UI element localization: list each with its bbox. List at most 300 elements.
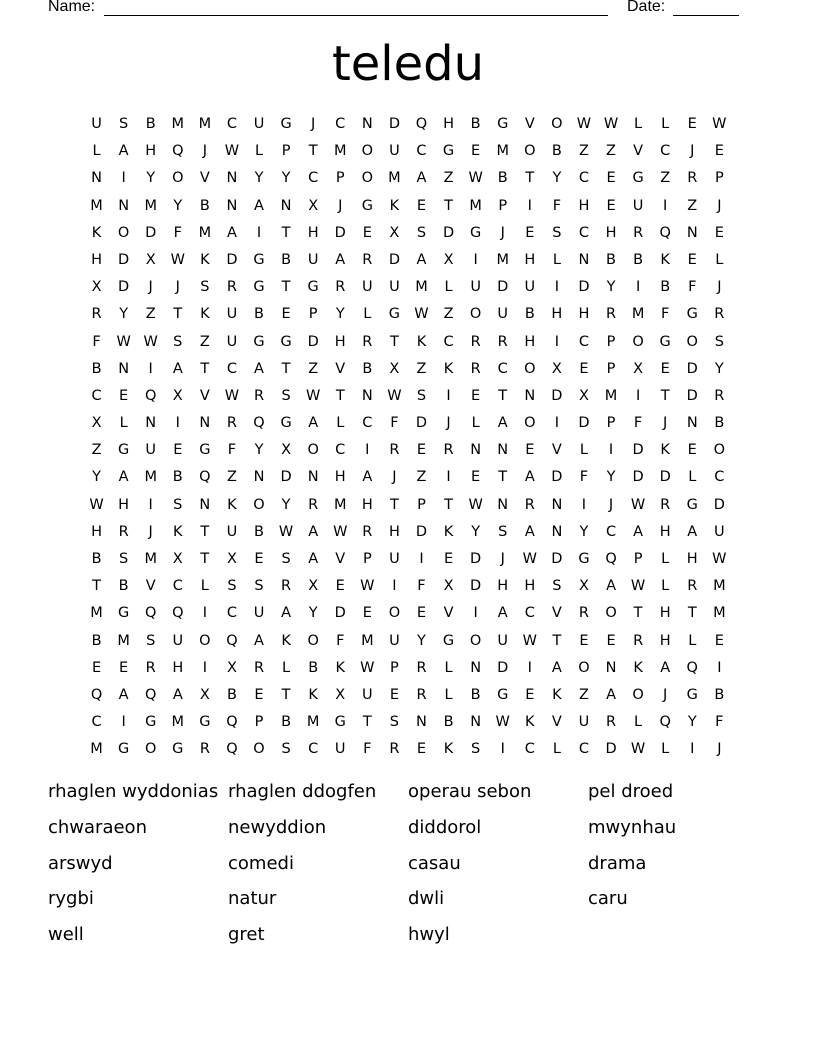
grid-letter: U — [632, 197, 644, 214]
grid-letter: Q — [90, 686, 103, 703]
grid-letter: F — [363, 741, 372, 758]
grid-letter: O — [524, 143, 536, 160]
grid-letter: D — [551, 387, 563, 404]
grid-letter: H — [443, 116, 454, 132]
grid-letter: P — [308, 306, 318, 323]
grid-letter: T — [389, 333, 399, 350]
date-blank-line — [673, 15, 739, 16]
grid-letter: R — [362, 523, 373, 540]
grid-letter: X — [551, 360, 562, 377]
grid-letter: Q — [172, 605, 184, 622]
grid-letter: K — [200, 306, 210, 323]
grid-letter: D — [334, 224, 346, 241]
grid-letter: B — [633, 251, 644, 268]
grid-letter: B — [497, 170, 508, 187]
grid-letter: K — [227, 496, 237, 513]
grid-letter: C — [91, 387, 102, 404]
grid-letter: U — [334, 741, 346, 758]
grid-letter: M — [713, 578, 726, 595]
grid-letter: B — [254, 306, 264, 323]
grid-letter: B — [281, 714, 292, 731]
grid-letter: Y — [552, 170, 562, 187]
grid-letter: N — [686, 415, 698, 432]
grid-letter: T — [200, 551, 210, 567]
grid-letter: D — [497, 279, 509, 296]
grid-letter: X — [308, 197, 319, 214]
grid-letter: R — [416, 686, 427, 703]
grid-letter: J — [717, 197, 722, 214]
grid-letter: I — [202, 659, 207, 676]
grid-letter: A — [687, 523, 698, 540]
grid-letter: S — [173, 333, 183, 350]
grid-letter: D — [659, 469, 671, 486]
grid-letter: H — [605, 224, 617, 241]
grid-row — [83, 193, 733, 220]
grid-letter: W — [576, 116, 592, 132]
grid-letter: R — [605, 714, 617, 731]
grid-letter: A — [416, 251, 427, 268]
grid-letter: S — [146, 632, 156, 649]
grid-letter: K — [443, 523, 454, 540]
grid-letter: N — [361, 387, 373, 404]
grid-letter: E — [254, 551, 264, 567]
grid-letter: R — [226, 415, 237, 432]
grid-letter: G — [686, 306, 698, 323]
grid-letter: G — [117, 442, 130, 459]
grid-letter: I — [635, 279, 641, 296]
grid-letter: L — [336, 415, 345, 432]
grid-letter: Z — [416, 469, 427, 486]
grid-letter: G — [253, 251, 265, 268]
word-list-item: well — [48, 924, 84, 946]
grid-letter: I — [554, 415, 559, 432]
grid-letter: U — [497, 306, 509, 323]
grid-letter: S — [254, 578, 264, 595]
grid-letter: U — [389, 632, 400, 649]
grid-letter: J — [500, 551, 505, 567]
grid-letter: B — [118, 578, 129, 595]
grid-letter: B — [362, 360, 373, 377]
grid-letter: K — [389, 197, 400, 214]
grid-letter: L — [715, 251, 724, 268]
grid-letter: Y — [281, 496, 291, 513]
grid-letter: D — [415, 415, 428, 432]
grid-letter: G — [280, 333, 292, 350]
letter-grid — [83, 111, 733, 764]
grid-letter: W — [414, 306, 429, 323]
grid-letter: A — [497, 605, 508, 622]
grid-letter: T — [444, 496, 453, 513]
grid-letter: Z — [91, 442, 102, 459]
grid-letter: U — [362, 279, 373, 296]
grid-letter: D — [686, 360, 698, 377]
grid-letter: H — [91, 251, 102, 268]
grid-letter: D — [713, 496, 725, 513]
grid-letter: V — [145, 578, 156, 595]
grid-letter: S — [281, 387, 291, 404]
grid-letter: F — [633, 415, 643, 432]
grid-letter: X — [633, 360, 644, 377]
grid-letter: T — [281, 224, 291, 241]
grid-letter: P — [362, 551, 372, 567]
grid-letter: E — [687, 251, 697, 268]
grid-letter: B — [551, 143, 562, 160]
grid-letter: O — [632, 686, 644, 703]
grid-letter: A — [226, 224, 237, 241]
grid-letter: G — [659, 333, 671, 350]
grid-letter: E — [525, 224, 535, 241]
grid-letter: V — [199, 387, 210, 404]
grid-letter: N — [578, 251, 590, 268]
grid-letter: T — [498, 387, 508, 404]
grid-letter: H — [388, 523, 400, 540]
grid-letter: G — [497, 686, 509, 703]
grid-letter: H — [524, 333, 536, 350]
grid-letter: R — [660, 496, 671, 513]
grid-letter: T — [362, 714, 372, 731]
grid-letter: R — [253, 659, 265, 676]
grid-letter: T — [660, 387, 670, 404]
grid-row — [83, 410, 733, 437]
grid-letter: W — [712, 551, 727, 567]
grid-letter: J — [500, 224, 505, 241]
grid-letter: V — [335, 360, 346, 377]
grid-letter: X — [91, 415, 102, 432]
grid-letter: K — [335, 659, 345, 676]
grid-letter: H — [578, 306, 590, 323]
grid-letter: W — [522, 551, 537, 567]
grid-letter: P — [254, 714, 264, 731]
grid-letter: R — [91, 306, 102, 323]
grid-letter: E — [687, 116, 697, 132]
grid-letter: W — [495, 714, 510, 731]
grid-letter: O — [605, 605, 617, 622]
grid-row — [83, 546, 733, 573]
grid-letter: T — [200, 360, 210, 377]
grid-row — [83, 655, 733, 682]
grid-letter: D — [605, 741, 617, 758]
grid-letter: W — [116, 333, 131, 350]
grid-letter: Z — [199, 333, 210, 350]
grid-row — [83, 437, 733, 464]
grid-letter: M — [415, 279, 428, 296]
grid-letter: Q — [659, 224, 671, 241]
grid-letter: X — [226, 551, 237, 567]
grid-letter: F — [688, 279, 697, 296]
puzzle-title: teledu — [331, 36, 485, 92]
grid-letter: T — [633, 605, 643, 622]
grid-letter: A — [606, 578, 616, 595]
word-list-item: rhaglen ddogfen — [228, 781, 377, 802]
grid-letter: C — [335, 442, 346, 459]
grid-letter: O — [199, 632, 211, 649]
grid-letter: G — [578, 551, 590, 567]
grid-letter: B — [606, 251, 616, 268]
grid-letter: N — [470, 659, 482, 676]
grid-letter: R — [524, 496, 535, 513]
grid-letter: I — [527, 197, 532, 214]
grid-letter: F — [552, 197, 562, 214]
grid-letter: J — [338, 197, 343, 214]
grid-letter: N — [416, 714, 427, 731]
grid-letter: F — [579, 469, 589, 486]
grid-letter: G — [199, 714, 211, 731]
grid-letter: R — [687, 170, 698, 187]
grid-letter: N — [280, 197, 292, 214]
grid-letter: W — [630, 496, 646, 513]
grid-letter: N — [199, 496, 211, 513]
grid-letter: I — [256, 224, 262, 241]
grid-letter: H — [524, 251, 536, 268]
grid-letter: S — [119, 116, 129, 132]
grid-letter: I — [635, 387, 641, 404]
grid-letter: J — [446, 415, 451, 432]
grid-letter: G — [253, 333, 265, 350]
grid-row — [83, 573, 733, 600]
grid-letter: B — [199, 197, 210, 214]
grid-letter: Z — [308, 360, 319, 377]
grid-letter: W — [630, 578, 646, 595]
grid-letter: R — [226, 279, 237, 296]
grid-letter: M — [469, 197, 482, 214]
grid-letter: G — [117, 741, 130, 758]
grid-letter: N — [551, 496, 563, 513]
name-blank-line — [104, 15, 608, 16]
grid-letter: N — [118, 197, 130, 214]
grid-letter: G — [117, 605, 130, 622]
grid-letter: X — [172, 387, 183, 404]
grid-letter: Y — [146, 170, 156, 187]
grid-letter: L — [254, 143, 264, 160]
grid-letter: C — [578, 224, 589, 241]
grid-letter: I — [473, 605, 478, 622]
grid-row — [83, 329, 733, 356]
grid-letter: B — [470, 116, 481, 132]
grid-letter: M — [198, 224, 212, 241]
word-list-item: rygbi — [48, 888, 94, 910]
word-list-item: gret — [228, 924, 265, 946]
word-list-item: natur — [228, 888, 277, 910]
grid-letter: D — [632, 442, 644, 459]
grid-letter: C — [714, 469, 725, 486]
grid-letter: M — [388, 170, 401, 187]
grid-letter: J — [717, 279, 722, 296]
grid-letter: W — [278, 523, 294, 540]
grid-letter: H — [524, 578, 536, 595]
grid-letter: M — [171, 116, 185, 132]
grid-letter: R — [443, 442, 454, 459]
grid-letter: E — [335, 578, 345, 595]
grid-letter: R — [470, 333, 481, 350]
grid-letter: R — [633, 224, 644, 241]
grid-letter: R — [416, 659, 427, 676]
grid-letter: O — [713, 442, 726, 459]
grid-letter: A — [308, 551, 319, 567]
grid-letter: O — [117, 224, 130, 241]
grid-letter: M — [496, 143, 509, 160]
grid-letter: L — [552, 741, 561, 758]
grid-letter: D — [551, 551, 563, 567]
grid-letter: O — [469, 306, 482, 323]
grid-letter: M — [90, 605, 103, 622]
grid-letter: U — [524, 279, 536, 296]
grid-letter: P — [417, 496, 426, 513]
grid-letter: S — [552, 224, 562, 241]
grid-letter: O — [307, 442, 319, 459]
grid-letter: O — [469, 632, 482, 649]
grid-letter: B — [91, 551, 102, 567]
grid-letter: E — [606, 632, 616, 649]
grid-letter: D — [442, 224, 455, 241]
grid-letter: A — [362, 469, 373, 486]
grid-letter: C — [524, 605, 535, 622]
grid-row — [83, 165, 733, 192]
grid-letter: G — [172, 741, 184, 758]
grid-letter: F — [336, 632, 345, 649]
grid-letter: A — [118, 686, 129, 703]
grid-letter: A — [172, 686, 183, 703]
grid-letter: G — [632, 170, 644, 187]
word-list-item: casau — [408, 852, 461, 874]
grid-letter: W — [224, 143, 240, 160]
grid-letter: X — [389, 360, 400, 377]
grid-letter: R — [470, 360, 481, 377]
grid-letter: L — [444, 659, 453, 676]
grid-letter: E — [471, 469, 481, 486]
grid-letter: T — [173, 306, 183, 323]
grid-letter: W — [360, 659, 375, 676]
grid-letter: K — [660, 251, 670, 268]
grid-letter: L — [444, 279, 453, 296]
grid-letter: L — [92, 143, 101, 160]
grid-letter: Y — [606, 279, 616, 296]
grid-letter: O — [361, 143, 374, 160]
grid-letter: D — [632, 469, 644, 486]
grid-letter: E — [119, 659, 129, 676]
grid-letter: K — [200, 251, 210, 268]
grid-letter: F — [173, 224, 182, 241]
grid-letter: J — [148, 523, 153, 540]
grid-letter: V — [335, 551, 346, 567]
grid-letter: G — [280, 415, 292, 432]
grid-letter: H — [686, 551, 698, 567]
grid-letter: U — [362, 686, 373, 703]
grid-letter: P — [633, 551, 643, 567]
grid-row — [83, 600, 733, 627]
grid-letter: B — [660, 279, 671, 296]
grid-letter: S — [714, 333, 724, 350]
grid-letter: W — [468, 496, 483, 513]
grid-letter: L — [634, 714, 643, 731]
word-list-item: arswyd — [48, 852, 113, 874]
grid-letter: D — [470, 578, 482, 595]
grid-letter: B — [714, 686, 725, 703]
grid-letter: H — [172, 659, 184, 676]
grid-letter: C — [497, 360, 508, 377]
grid-letter: H — [578, 197, 590, 214]
grid-letter: B — [714, 415, 725, 432]
grid-letter: Z — [660, 170, 671, 187]
grid-letter: V — [524, 116, 535, 132]
grid-letter: H — [659, 605, 671, 622]
grid-letter: D — [226, 251, 238, 268]
grid-letter: J — [148, 279, 153, 296]
grid-letter: C — [524, 741, 535, 758]
grid-letter: S — [173, 496, 183, 513]
grid-letter: A — [660, 659, 671, 676]
grid-letter: B — [470, 686, 481, 703]
grid-letter: N — [91, 170, 102, 187]
grid-letter: R — [362, 333, 373, 350]
grid-letter: I — [554, 333, 559, 350]
grid-letter: N — [307, 469, 319, 486]
grid-letter: G — [199, 442, 211, 459]
grid-row — [83, 628, 733, 655]
grid-letter: Z — [687, 197, 698, 214]
grid-letter: K — [525, 714, 535, 731]
grid-letter: O — [686, 333, 698, 350]
grid-letter: N — [470, 714, 482, 731]
grid-letter: M — [144, 551, 157, 567]
grid-letter: A — [172, 360, 183, 377]
grid-letter: I — [175, 415, 180, 432]
grid-letter: E — [389, 686, 399, 703]
grid-letter: C — [226, 605, 237, 622]
grid-letter: N — [497, 496, 509, 513]
grid-letter: U — [145, 442, 156, 459]
grid-letter: Z — [145, 306, 156, 323]
grid-letter: Q — [226, 741, 238, 758]
grid-letter: H — [118, 496, 130, 513]
grid-letter: R — [145, 659, 156, 676]
grid-letter: C — [226, 116, 237, 132]
grid-letter: H — [361, 496, 373, 513]
grid-letter: I — [121, 714, 126, 731]
grid-letter: G — [388, 306, 401, 323]
grid-letter: H — [659, 632, 671, 649]
grid-letter: D — [388, 116, 400, 132]
word-list-item: dwli — [408, 888, 445, 910]
grid-letter: N — [605, 659, 617, 676]
grid-letter: Y — [119, 306, 129, 323]
grid-letter: J — [175, 279, 180, 296]
grid-letter: Y — [471, 523, 481, 540]
word-list-item: operau sebon — [408, 781, 532, 802]
grid-letter: T — [687, 605, 697, 622]
grid-letter: C — [660, 143, 671, 160]
grid-letter: O — [253, 741, 265, 758]
grid-letter: F — [417, 578, 426, 595]
grid-letter: L — [579, 442, 588, 459]
grid-letter: I — [690, 741, 695, 758]
grid-letter: S — [200, 279, 210, 296]
grid-letter: P — [606, 360, 616, 377]
grid-letter: W — [712, 116, 727, 132]
grid-letter: Q — [144, 387, 157, 404]
grid-letter: D — [686, 387, 698, 404]
grid-letter: G — [686, 496, 698, 513]
grid-letter: Y — [173, 197, 183, 214]
grid-letter: V — [551, 442, 562, 459]
grid-letter: D — [415, 523, 428, 540]
grid-letter: J — [717, 741, 722, 758]
grid-letter: L — [552, 251, 561, 268]
grid-letter: P — [335, 170, 345, 187]
name-label: Name: — [48, 0, 96, 15]
word-list-item: rhaglen wyddonias — [48, 781, 219, 802]
grid-letter: U — [389, 551, 400, 567]
word-list-item: mwynhau — [588, 816, 677, 838]
